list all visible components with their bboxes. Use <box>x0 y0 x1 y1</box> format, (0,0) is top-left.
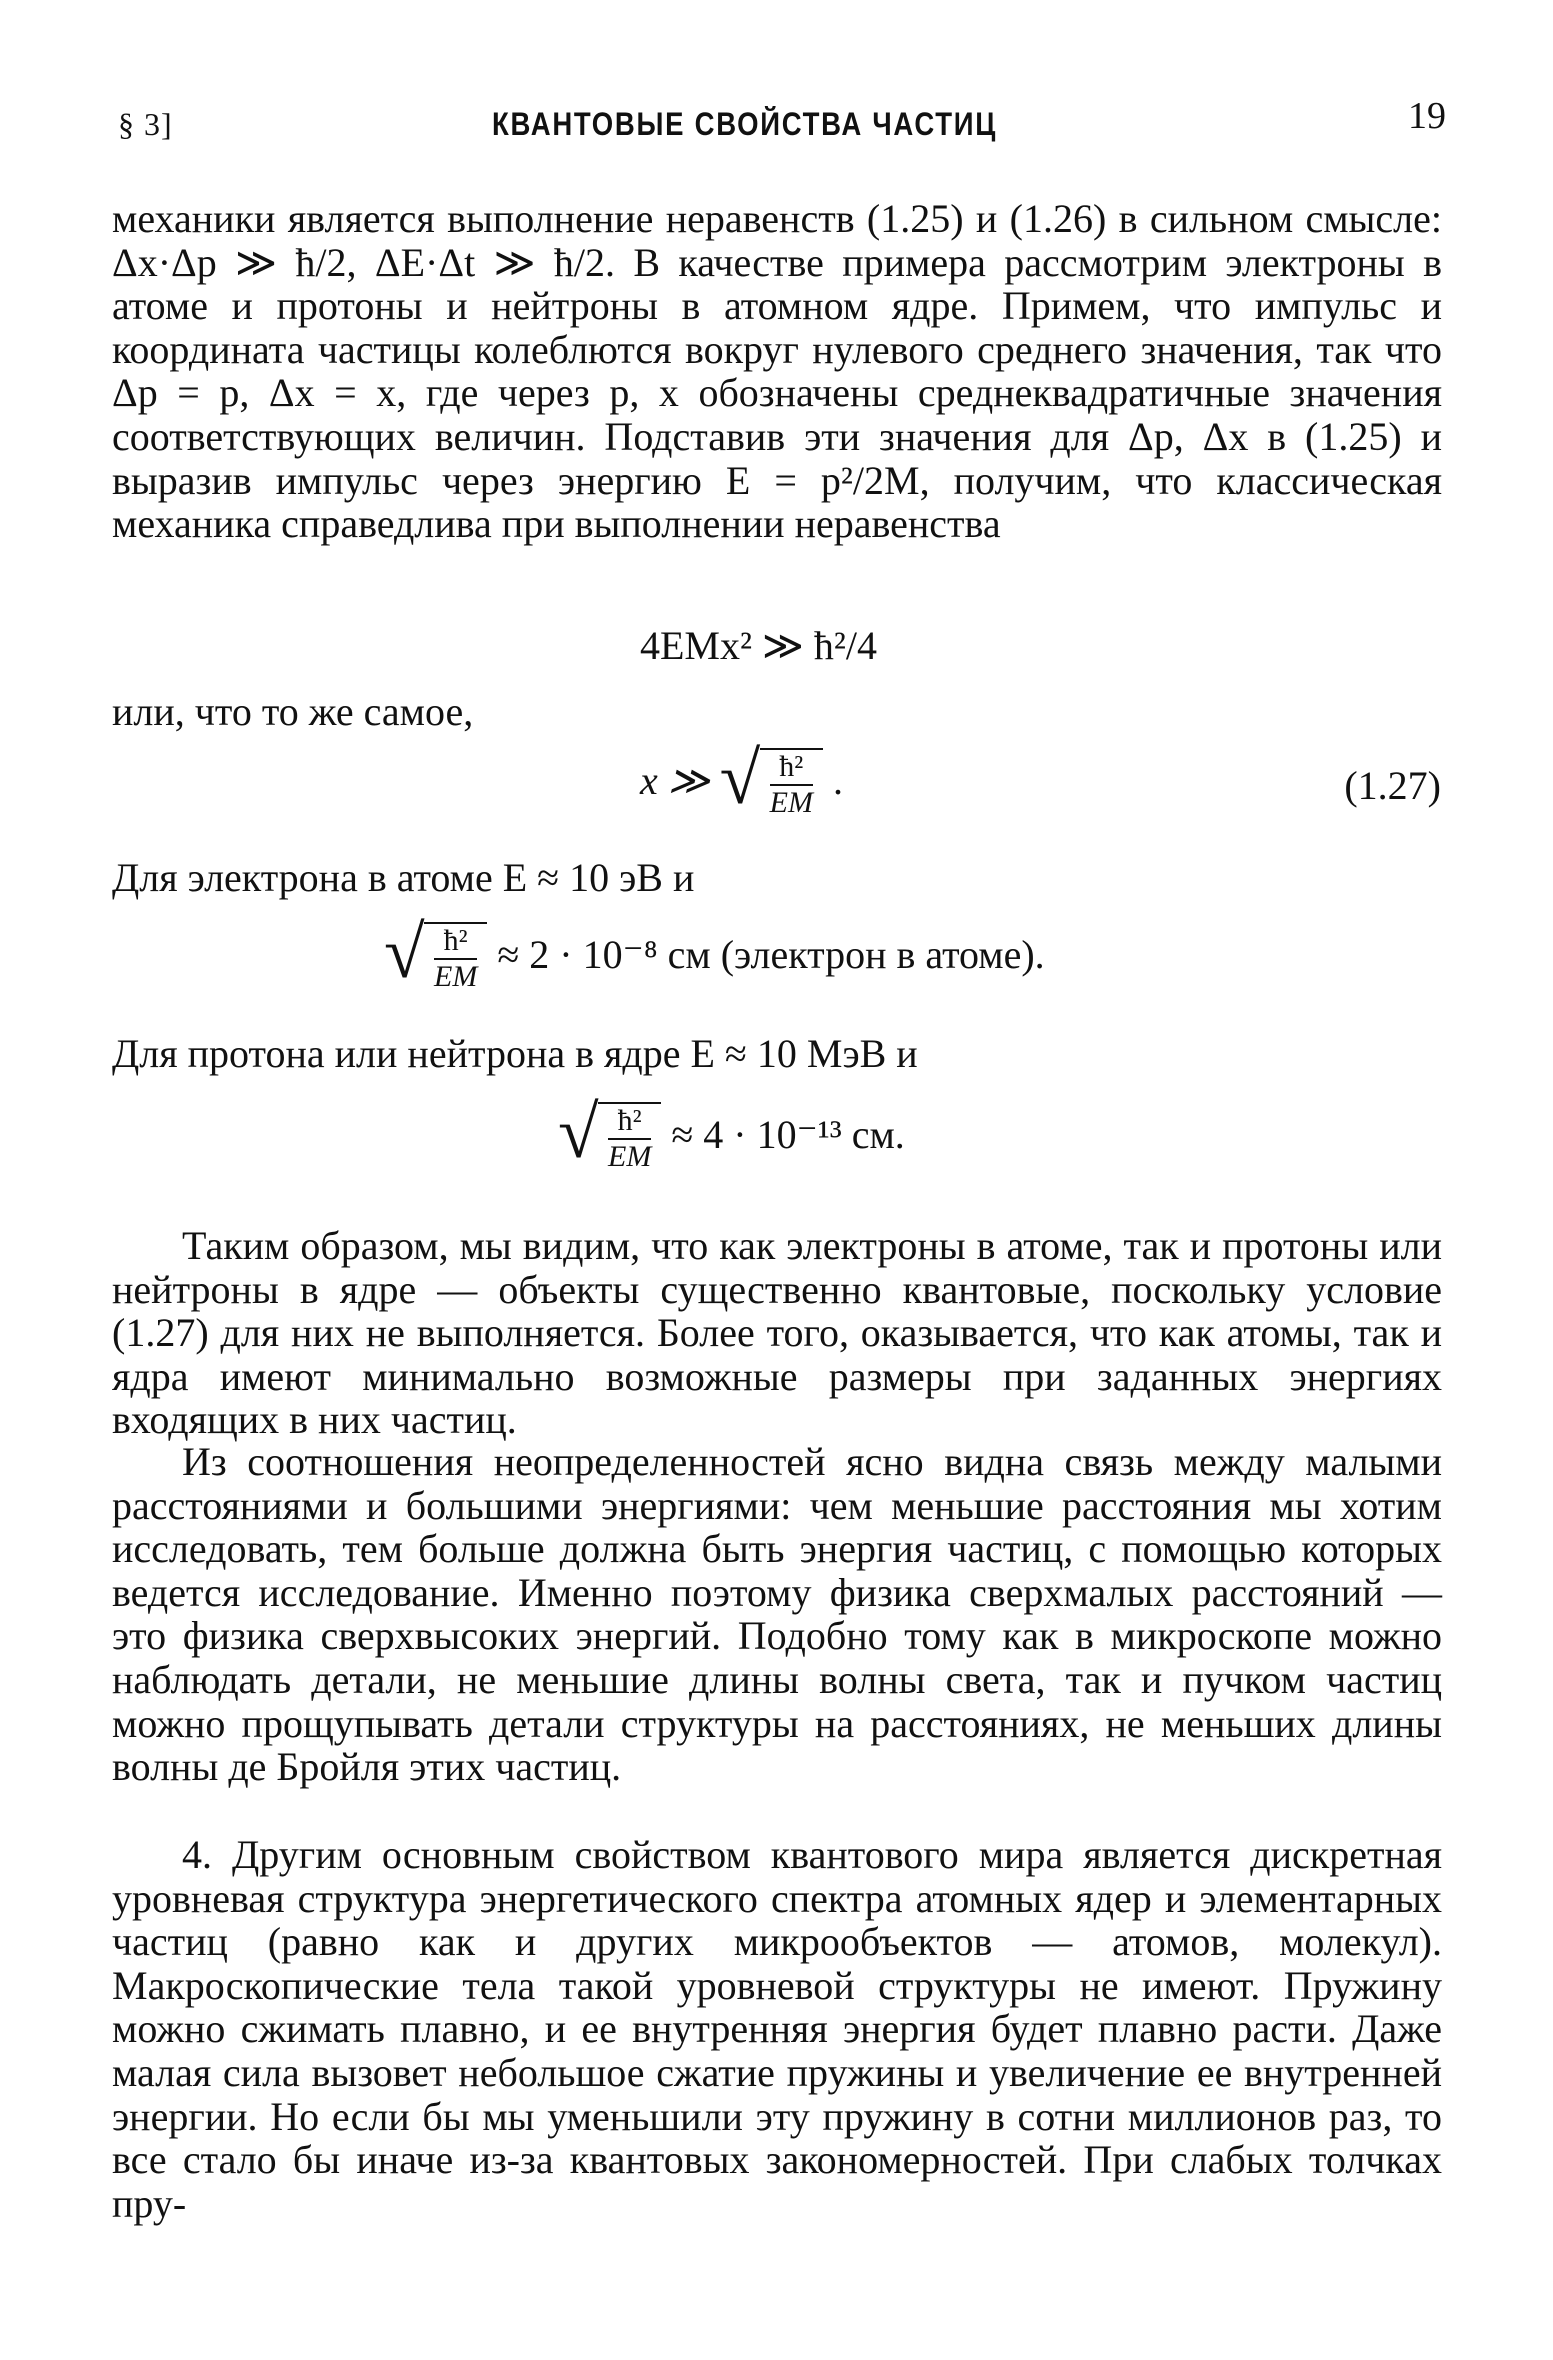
formula-proton <box>558 1092 905 1176</box>
formula-electron-rhs: ≈ 2 · 10⁻⁸ см (электрон в атоме). <box>497 932 1045 978</box>
paragraph-2: Таким образом, мы видим, что как электроны в атоме, так и протоны или нейтроны в ядре — объекты существенно квантовые, поскольку условие (1.27) для них не выполняется. Более того, оказывается, что как атомы, так и ядра имеют минимально возможные размеры при заданных энергиях входящих в них частиц. <box>112 1223 1442 1443</box>
fraction <box>760 748 823 820</box>
formula-1-27 <box>640 738 843 822</box>
formula-electron <box>384 912 1045 996</box>
paragraph-1: механики является выполнение неравенств (1.25) и (1.26) в сильном смысле: Δx·Δp ≫ ħ/2, ΔE·Δt ≫ ħ/2. В качестве примера рассмотрим электроны в атоме и протоны и нейтроны в атомном ядре. Примем, что импульс и координата частицы колеблются вокруг нулевого среднего значения, так что Δp = p, Δx = x, где через p, x обозначены среднеквадратичные значения соответствующих величин. Подставив эти значения для Δp, Δx в (1.25) и выразив импульс через энергию E = p²/2M, получим, что классическая механика справедлива при выполнении неравенства <box>112 196 1442 547</box>
section-marker: § 3] <box>118 106 173 142</box>
fraction-denominator: EM <box>434 960 478 993</box>
radical-sign-icon: √ <box>558 1092 599 1174</box>
fraction <box>424 922 487 994</box>
formula-1-27-tail: . <box>832 758 843 804</box>
equation-number: (1.27) <box>1344 763 1441 808</box>
formula-proton-rhs: ≈ 4 · 10⁻¹³ см. <box>671 1112 905 1158</box>
or-same-text: или, что то же самое, <box>112 689 474 734</box>
paragraph-4: 4. Другим основным свойством квантового мира является дискретная уровневая структура энергетического спектра атомных ядер и элементарных частиц (равно как и других микрообъектов — атомов, молекул). Макроскопические тела такой уровневой структуры не имеют. Пружину можно сжимать плавно, и ее внутренняя энергия будет плавно расти. Даже малая сила вызовет небольшое сжатие пружины и увеличение ее внутренней энергии. Но если бы мы уменьшили эту пружину в сотни миллионов раз, то все стало бы иначе из-за квантовых закономерностей. При слабых толчках пру- <box>112 1832 1442 2226</box>
sqrt-expression <box>384 912 487 996</box>
radical-sign-icon: √ <box>384 912 425 994</box>
fraction-numerator: ħ² <box>608 1104 651 1140</box>
running-title: КВАНТОВЫЕ СВОЙСТВА ЧАСТИЦ <box>492 106 998 142</box>
fraction-numerator: ħ² <box>434 924 477 960</box>
proton-text: Для протона или нейтрона в ядре E ≈ 10 МэВ и <box>112 1031 918 1076</box>
paragraph-3: Из соотношения неопределенностей ясно видна связь между малыми расстояниями и большими энергиями: чем меньшие расстояния мы хотим исследовать, тем больше должна быть энергия частиц, с помощью которых ведется исследование. Именно поэтому физика сверхмалых расстояний — это физика сверхвысоких энергий. Подобно тому как в микроскопе можно наблюдать детали, не меньшие длины волны света, так и пучком частиц можно прощупывать детали структуры на расстояниях, не меньших длины волны де Бройля этих частиц. <box>112 1439 1442 1790</box>
electron-text: Для электрона в атоме E ≈ 10 эВ и <box>112 855 695 900</box>
formula-1-27-lhs: x ≫ <box>640 758 710 804</box>
fraction-denominator: EM <box>769 786 813 819</box>
formula-inequality: 4EMx² ≫ ħ²/4 <box>640 623 877 668</box>
fraction <box>598 1102 661 1174</box>
sqrt-expression <box>719 738 823 822</box>
running-header <box>112 88 1452 148</box>
fraction-denominator: EM <box>608 1140 652 1173</box>
page-number: 19 <box>1408 95 1446 137</box>
radical-sign-icon: √ <box>719 738 761 820</box>
fraction-numerator: ħ² <box>770 750 813 786</box>
sqrt-expression <box>558 1092 661 1176</box>
